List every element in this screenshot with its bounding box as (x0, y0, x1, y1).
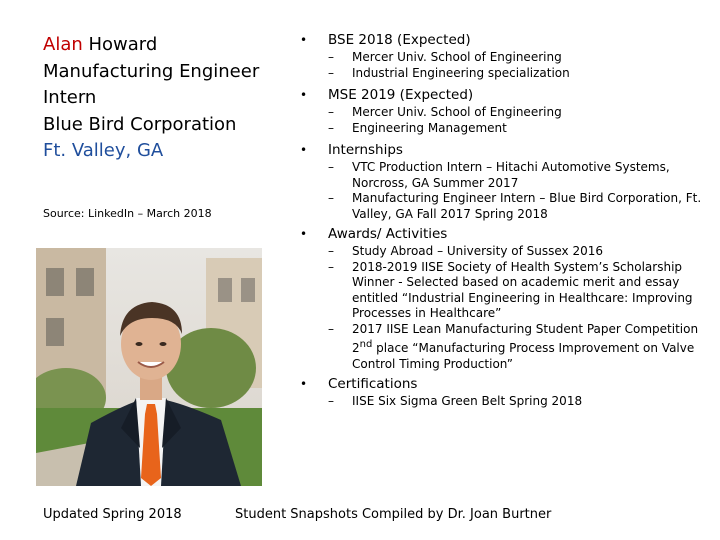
awards-activities (300, 224, 705, 244)
source-note: Source: LinkedIn – March 2018 (43, 207, 212, 220)
dash-icon: – (328, 321, 334, 336)
company-name: Blue Bird Corporation (43, 113, 237, 135)
bullet-icon: • (300, 33, 308, 47)
bullet-icon: • (300, 227, 308, 241)
job-title-line2: Intern (43, 87, 97, 108)
list-item: – Mercer Univ. School of Engineering (328, 105, 562, 119)
bullet-icon: • (300, 143, 308, 157)
dash-icon: – (328, 244, 334, 258)
degree-bse (300, 30, 705, 50)
location: Ft. Valley, GA (43, 140, 164, 161)
job-title: Manufacturing Engineer (43, 60, 260, 82)
last-name: Howard (88, 34, 158, 55)
student-portrait-photo (36, 248, 262, 486)
list-item: – Mercer Univ. School of Engineering (328, 50, 562, 64)
student-name (43, 32, 288, 59)
list-item: – Manufacturing Engineer Intern – Blue Bird Corporation, Ft. Valley, GA Fall 2017 Spring 2018 (328, 191, 702, 221)
dash-icon: – (328, 50, 334, 64)
dash-icon: – (328, 394, 334, 408)
dash-icon: – (328, 105, 334, 119)
list-item: – VTC Production Intern – Hitachi Automotive Systems, Norcross, GA Summer 2017 (328, 160, 670, 190)
details-list (300, 30, 705, 410)
internships (300, 140, 705, 160)
dash-icon: – (328, 191, 334, 205)
list-item: – IISE Six Sigma Green Belt Spring 2018 (328, 394, 583, 408)
item-heading: MSE 2019 (Expected) (328, 87, 474, 103)
item-heading: Awards/ Activities (328, 226, 448, 242)
item-heading: Internships (328, 142, 403, 158)
degree-mse (300, 85, 705, 105)
list-item: – 2017 IISE Lean Manufacturing Student Paper Competition 2nd place “Manufacturing Process Improvement on Valve Control Timing Production” (328, 321, 699, 371)
list-item: – 2018-2019 IISE Society of Health System’s Scholarship Winner - Selected based on academic merit and essay entitled “Industrial Engineering in Healthcare: Improving Processes in Healthcare” (328, 259, 693, 320)
dash-icon: – (328, 259, 334, 274)
dash-icon: – (328, 65, 334, 80)
list-item: – Study Abroad – University of Sussex 2016 (328, 244, 603, 258)
certifications (300, 374, 705, 394)
updated-note: Updated Spring 2018 (43, 507, 182, 522)
list-item: – Engineering Management (328, 120, 507, 135)
item-heading: Certifications (328, 376, 418, 392)
item-heading: BSE 2018 (Expected) (328, 32, 471, 48)
bullet-icon: • (300, 377, 308, 391)
dash-icon: – (328, 120, 334, 135)
credit-note: Student Snapshots Compiled by Dr. Joan Burtner (235, 507, 552, 522)
dash-icon: – (328, 160, 334, 174)
profile-block (43, 32, 288, 165)
bullet-icon: • (300, 88, 308, 102)
first-name: Alan (43, 34, 83, 55)
list-item: – Industrial Engineering specialization (328, 65, 570, 80)
